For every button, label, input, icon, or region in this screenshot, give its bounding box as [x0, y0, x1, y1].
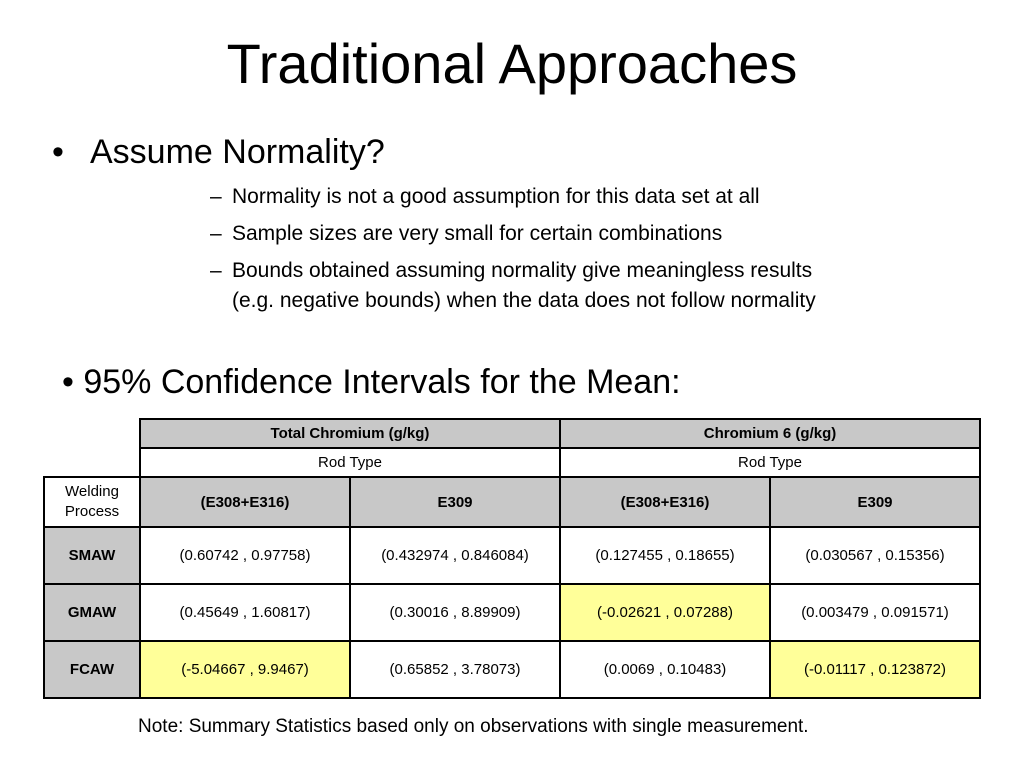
interval-cell: (-0.01117 , 0.123872): [770, 641, 980, 698]
dash-marker: –: [210, 259, 222, 282]
column-header-row: [44, 477, 980, 527]
interval-cell: (0.432974 , 0.846084): [350, 527, 560, 584]
row-header-process: GMAW: [44, 584, 140, 641]
column-header: E309: [770, 477, 980, 527]
empty-corner: [44, 419, 140, 448]
welding-process-label: Welding Process: [44, 477, 140, 527]
interval-cell: (0.003479 , 0.091571): [770, 584, 980, 641]
sub-header-row: [44, 448, 980, 477]
interval-cell: (0.030567 , 0.15356): [770, 527, 980, 584]
table-row: [44, 641, 980, 698]
dash-marker: –: [210, 222, 222, 245]
sub-bullet-text: Bounds obtained assuming normality give meaningless results (e.g. negative bounds) when the data does not follow normality: [232, 259, 816, 312]
confidence-interval-table: [43, 418, 981, 699]
interval-cell: (0.127455 , 0.18655): [560, 527, 770, 584]
bullet-confidence-intervals: • 95% Confidence Intervals for the Mean:: [62, 363, 681, 401]
table-note: Note: Summary Statistics based only on observations with single measurement.: [138, 716, 809, 737]
slide-title: Traditional Approaches: [226, 32, 798, 95]
row-header-process: SMAW: [44, 527, 140, 584]
interval-cell: (-0.02621 , 0.07288): [560, 584, 770, 641]
table-row: [44, 527, 980, 584]
sub-bullet: [210, 256, 816, 316]
interval-cell: (0.0069 , 0.10483): [560, 641, 770, 698]
sub-header-rod-type: Rod Type: [140, 448, 560, 477]
sub-bullet: [210, 219, 816, 249]
group-header-row: [44, 419, 980, 448]
sub-bullet: [210, 182, 816, 212]
row-header-process: FCAW: [44, 641, 140, 698]
bullet-text: Assume Normality?: [90, 133, 385, 171]
interval-cell: (0.30016 , 8.89909): [350, 584, 560, 641]
table-row: [44, 584, 980, 641]
sub-bullet-text: Sample sizes are very small for certain combinations: [232, 222, 723, 245]
interval-cell: (-5.04667 , 9.9467): [140, 641, 350, 698]
interval-cell: (0.45649 , 1.60817): [140, 584, 350, 641]
interval-cell: (0.60742 , 0.97758): [140, 527, 350, 584]
empty-corner: [44, 448, 140, 477]
column-header: (E308+E316): [560, 477, 770, 527]
sub-bullet-list: [210, 182, 816, 323]
group-header-total-chromium: Total Chromium (g/kg): [140, 419, 560, 448]
column-header: E309: [350, 477, 560, 527]
group-header-chromium-6: Chromium 6 (g/kg): [560, 419, 980, 448]
sub-bullet-text: Normality is not a good assumption for this data set at all: [232, 185, 760, 208]
column-header: (E308+E316): [140, 477, 350, 527]
dash-marker: –: [210, 185, 222, 208]
bullet-marker: •: [52, 133, 64, 171]
sub-header-rod-type: Rod Type: [560, 448, 980, 477]
bullet-assume-normality: [52, 130, 385, 174]
interval-cell: (0.65852 , 3.78073): [350, 641, 560, 698]
